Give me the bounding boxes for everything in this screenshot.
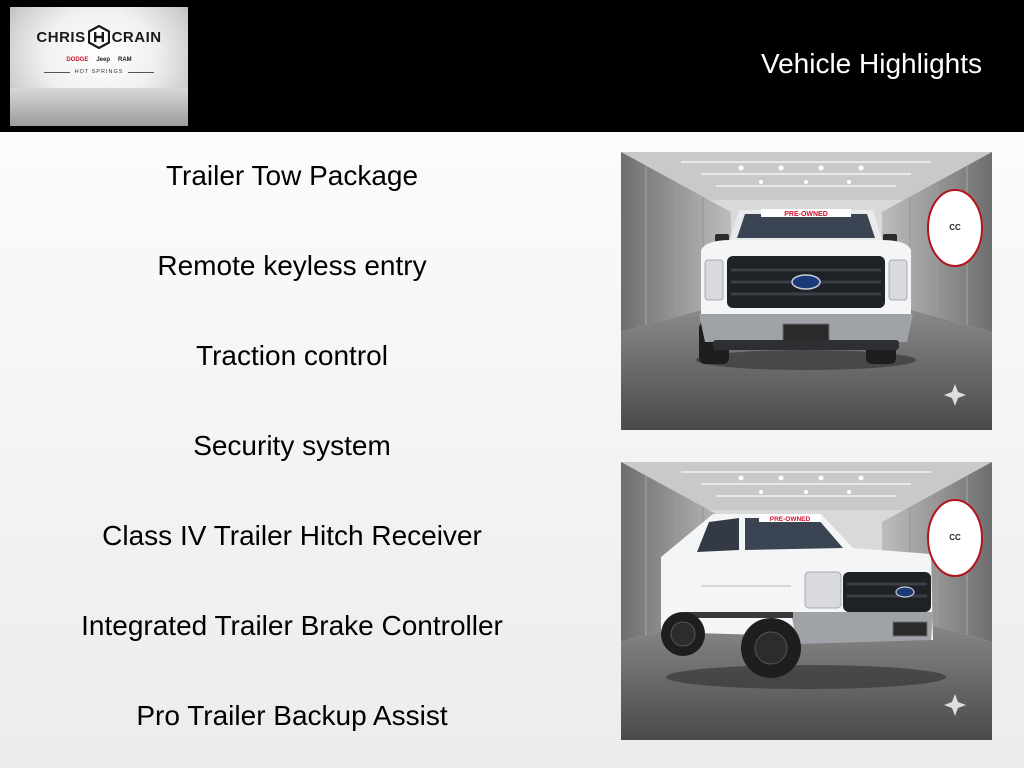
logo-rule-left: [44, 72, 70, 73]
feature-item: Class IV Trailer Hitch Receiver: [102, 520, 482, 551]
feature-item: Security system: [193, 430, 391, 461]
svg-text:CC: CC: [949, 533, 961, 542]
logo-rule-right: [128, 72, 154, 73]
logo-brands: [10, 57, 188, 63]
feature-item: Traction control: [196, 340, 388, 371]
feature-item: Trailer Tow Package: [165, 160, 419, 191]
svg-text:PRE-OWNED: PRE-OWNED: [769, 516, 811, 523]
truck-front-image: [621, 152, 992, 430]
feature-item: Pro Trailer Backup Assist: [136, 700, 448, 731]
feature-item: Integrated Trailer Brake Controller: [81, 610, 503, 641]
feature-item: Remote keyless entry: [157, 250, 427, 281]
brand-jeep: Jeep: [96, 57, 111, 63]
vehicle-photo-front: [621, 152, 992, 430]
page-title: Vehicle Highlights: [760, 48, 982, 79]
hexagon-badge-icon: [88, 25, 110, 49]
truck-side-image: [621, 462, 992, 740]
dealer-logo: [10, 7, 188, 126]
logo-name-left: CHRIS: [36, 28, 86, 46]
svg-text:CC: CC: [949, 223, 961, 232]
logo-location: HOT SPRINGS: [74, 69, 124, 75]
logo-name-right: CRAIN: [111, 28, 162, 46]
vehicle-photo-three-quarter: [621, 462, 992, 740]
brand-ram: RAM: [118, 57, 132, 63]
svg-text:PRE-OWNED: PRE-OWNED: [784, 211, 828, 218]
brand-dodge: DODGE: [66, 57, 89, 63]
header-bar: [0, 0, 1024, 132]
logo-location-row: [10, 69, 188, 75]
logo-wordmark: [10, 25, 188, 49]
logo-floor: [10, 88, 188, 126]
